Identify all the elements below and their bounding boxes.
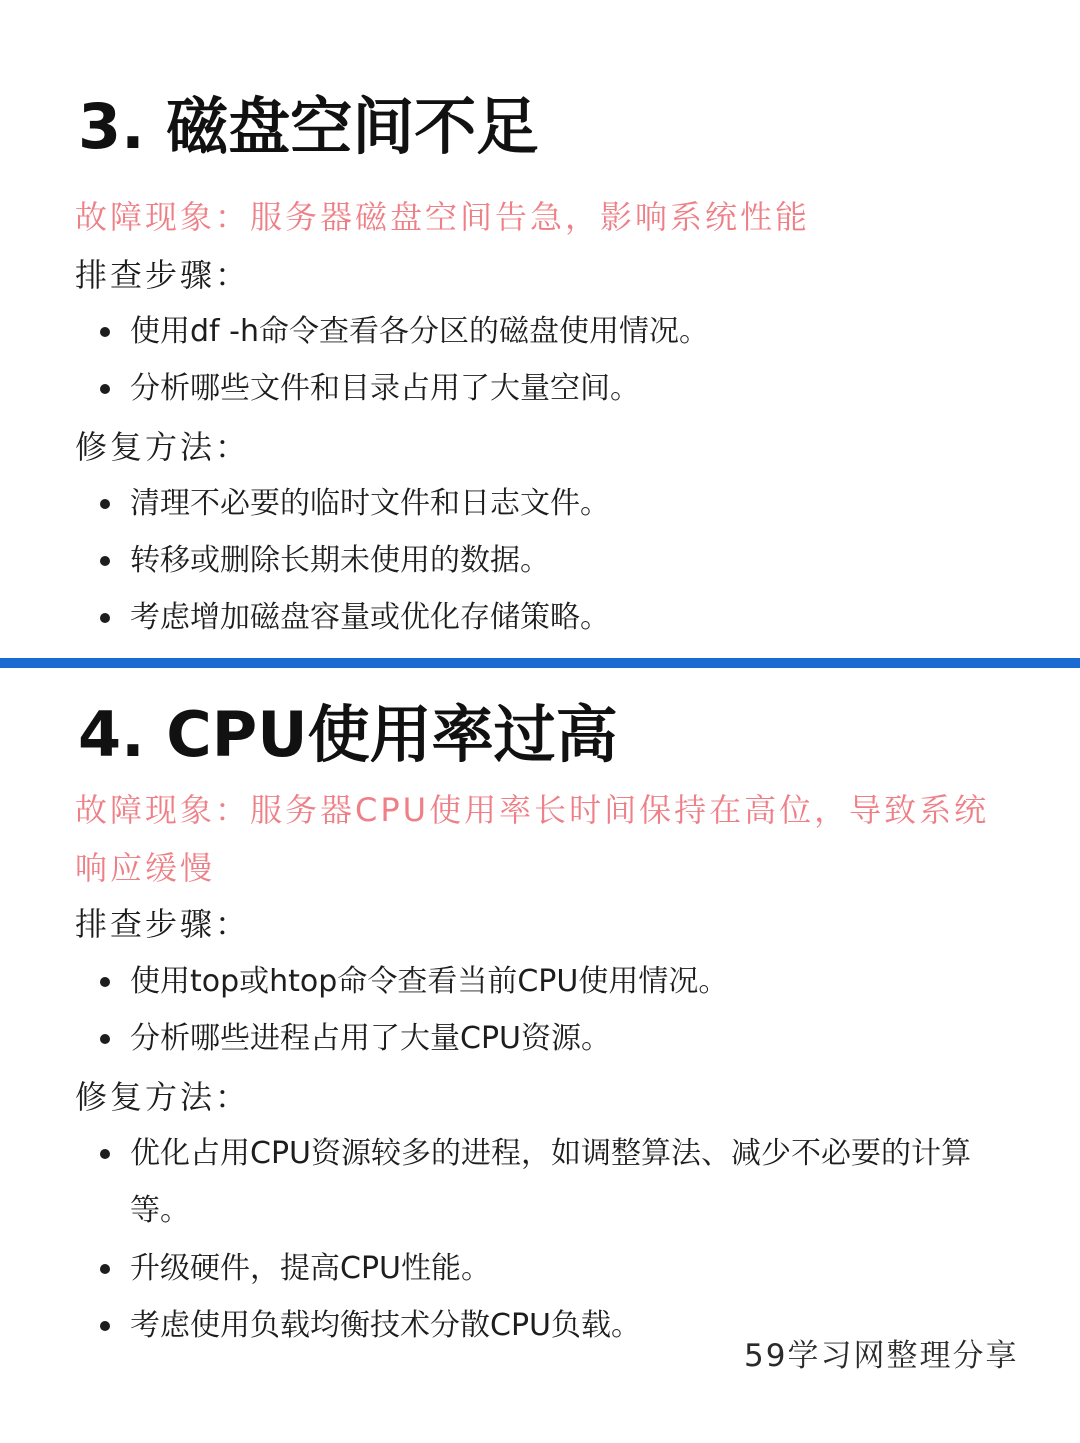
bullet-icon xyxy=(100,1034,110,1044)
bullet-icon xyxy=(100,1149,110,1159)
bullet-icon xyxy=(100,977,110,987)
bullet-icon xyxy=(100,556,110,566)
list-item-text: 转移或删除长期未使用的数据。 xyxy=(130,543,550,578)
list-item xyxy=(100,532,1010,589)
list-item-text: 分析哪些进程占用了大量CPU资源。 xyxy=(130,1021,611,1056)
list-item-text: 清理不必要的临时文件和日志文件。 xyxy=(130,486,610,521)
bullet-icon xyxy=(100,1264,110,1274)
section-divider xyxy=(0,658,1080,668)
list-item-text: 使用df -h命令查看各分区的磁盘使用情况。 xyxy=(130,314,709,349)
bullet-icon xyxy=(100,384,110,394)
bullet-icon xyxy=(100,327,110,337)
list-item xyxy=(100,589,1010,646)
list-item xyxy=(100,475,1010,532)
list-item-text: 升级硬件，提高CPU性能。 xyxy=(130,1251,491,1286)
troubleshoot-label: 排查步骤： xyxy=(75,256,251,294)
list-item xyxy=(100,303,1010,360)
bullet-icon xyxy=(100,613,110,623)
symptom-text: 故障现象：服务器磁盘空间告急，影响系统性能 xyxy=(75,198,811,236)
section-title: 3. 磁盘空间不足 xyxy=(78,90,539,163)
list-item-text: 分析哪些文件和目录占用了大量空间。 xyxy=(130,371,640,406)
symptom-text: 故障现象：服务器CPU使用率长时间保持在高位，导致系统响应缓慢 xyxy=(75,791,990,887)
bullet-icon xyxy=(100,499,110,509)
list-item-text: 考虑使用负载均衡技术分散CPU负载。 xyxy=(130,1308,641,1343)
list-item-text: 考虑增加磁盘容量或优化存储策略。 xyxy=(130,600,610,635)
list-item xyxy=(100,1010,1010,1067)
section-title: 4. CPU使用率过高 xyxy=(78,698,618,771)
fix-label: 修复方法： xyxy=(75,1078,251,1116)
bullet-icon xyxy=(100,1321,110,1331)
list-item xyxy=(100,953,1010,1010)
fix-label: 修复方法： xyxy=(75,428,251,466)
list-item-text: 使用top或htop命令查看当前CPU使用情况。 xyxy=(130,964,729,999)
list-item-text: 优化占用CPU资源较多的进程，如调整算法、减少不必要的计算等。 xyxy=(130,1136,971,1228)
troubleshoot-label: 排查步骤： xyxy=(75,905,251,943)
list-item xyxy=(100,360,1010,417)
list-item xyxy=(100,1125,1010,1239)
list-item xyxy=(100,1240,1010,1297)
footer-credit: 59学习网整理分享 xyxy=(744,1338,1019,1374)
